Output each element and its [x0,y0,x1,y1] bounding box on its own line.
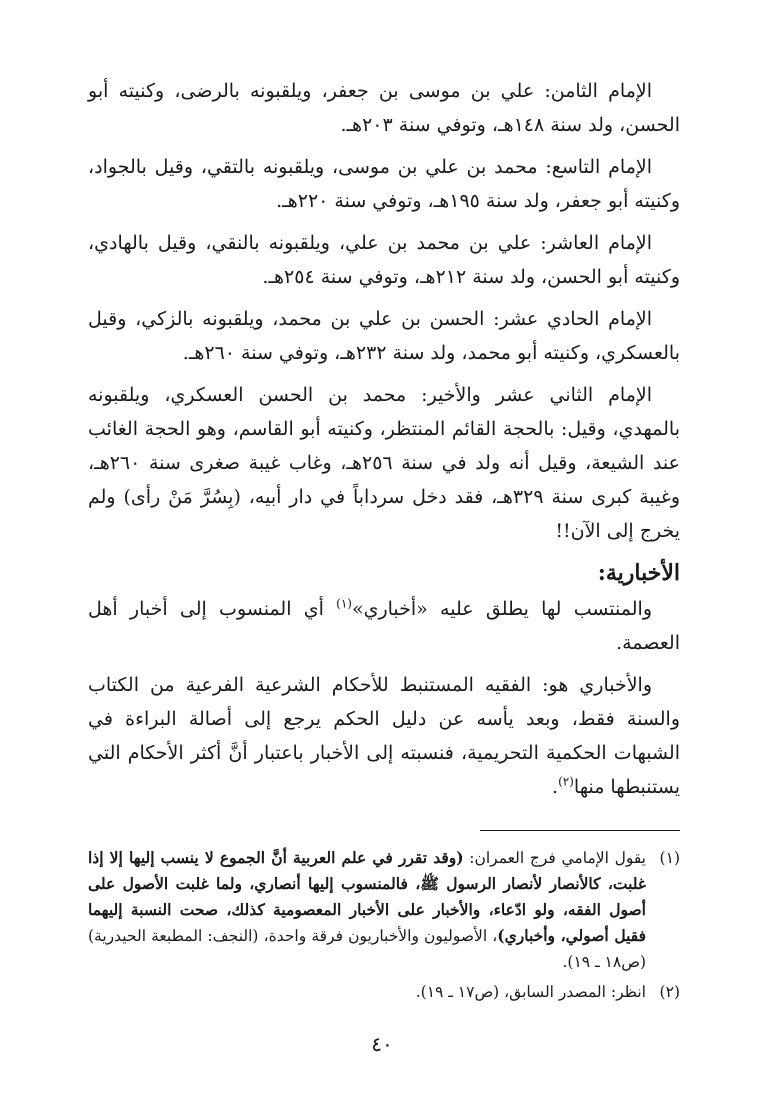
paragraph-imam-10: الإمام العاشر: علي بن محمد بن علي، ويلقبونه بالنقي، وقيل بالهادي، وكنيته أبو الحسن، ولد سنة ٢١٢هـ، وتوفي سنة ٢٥٤هـ. [88,232,680,288]
footnote-source: ، الأصوليون والأخباريون فرقة واحدة، (النجف: المطبعة الحيدرية) (ص١٨ ـ ١٩). [88,927,646,971]
footnote-divider [480,830,680,831]
akhbari-explanation-end: . [552,776,559,798]
paragraph-imam-11: الإمام الحادي عشر: الحسن بن علي بن محمد، ويلقبونه بالزكي، وقيل بالعسكري، وكنيته أبو محمد، ولد سنة ٢٣٢هـ، وتوفي سنة ٢٦٠هـ. [88,308,680,364]
page-number: ٤٠ [371,1032,393,1056]
footnote-ref-1: (١) [336,596,352,611]
akhbari-explanation-text: والأخباري هو: الفقيه المستنبط للأحكام الشرعية الفرعية من الكتاب والسنة فقط، وبعد يأسه عن دليل الحكم يرجع إلى أصالة البراءة في الشبهات الحكمية التحريمية، فنسبته إلى الأخبار باعتبار أنَّ أكثر الأحكام التي يستنبطها منها [88,674,680,798]
section-heading: الأخبارية: [597,560,680,586]
akhbari-def-text-end: أي المنسوب إلى أخبار أهل العصمة. [88,598,680,654]
footnote-quote: (وقد تقرر في علم العربية أنَّ الجموع لا ينسب إليها إلا إذا غلبت، كالأنصار لأنصار الرسول ﷺ، فالمنسوب إليها أنصاري، ولما غلبت الأصول على أصول الفقه، ولو ادّعاء، والأخبار على الأخبار المعصومية كذلك، صحت النسبة إليهما فقيل أصولي، وأخباري) [88,848,646,945]
page-body [88,74,680,1009]
paragraph-imam-9: الإمام التاسع: محمد بن علي بن موسى، ويلقبونه بالتقي، وقيل بالجواد، وكنيته أبو جعفر، ولد سنة ١٩٥هـ، وتوفي سنة ٢٢٠هـ. [88,156,680,212]
paragraph-imam-12: الإمام الثاني عشر والأخير: محمد بن الحسن العسكري، ويلقبونه بالمهدي، وقيل: بالحجة القائم المنتظر، وكنيته أبو القاسم، وهو الحجة الغائب عند الشيعة، وقيل أنه ولد في سنة ٢٥٦هـ، وغاب غيبة صغرى سنة ٢٦٠هـ، وغيبة كبرى سنة ٣٢٩هـ، فقد دخل سرداباً في دار أبيه، (بِسُرَّ مَنْ رأى) ولم يخرج إلى الآن!! [88,384,681,542]
paragraph-akhbari-explanation [88,668,680,804]
footnote-ref-2: (٢) [558,774,574,789]
footnote-intro: يقول الإمامي فرج العمران: [463,849,646,867]
footnote-number: (٢) [659,983,680,1001]
footnote-text [88,845,646,975]
paragraph-akhbari-definition [88,592,680,660]
akhbari-def-text: والمنتسب لها يطلق عليه «أخباري» [351,598,652,620]
footnote-number: (١) [659,849,680,867]
paragraph-imam-8: الإمام الثامن: علي بن موسى بن جعفر، ويلقبونه بالرضى، وكنيته أبو الحسن، ولد سنة ١٤٨هـ، وتوفي سنة ٢٠٣هـ. [88,80,680,136]
footnote-text: انظر: المصدر السابق، (ص١٧ ـ ١٩). [415,983,646,1001]
footnotes [88,845,680,1005]
footnote-1 [88,845,680,975]
footnote-2 [88,979,680,1005]
